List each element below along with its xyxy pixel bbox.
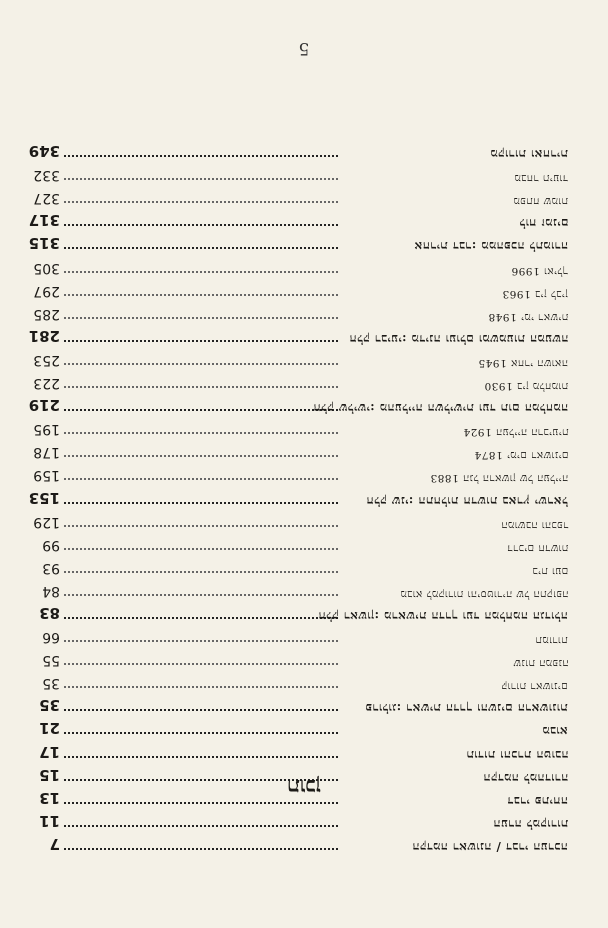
toc-leader-dots [64, 155, 338, 157]
toc-entry [30, 625, 568, 648]
toc-leader-dots [64, 317, 338, 319]
toc-entry-title: מבוא למקורות והיסטוריה של התקופה [399, 587, 568, 600]
toc-leader-dots [64, 340, 338, 342]
toc-page-number: 223 [33, 375, 60, 392]
toc-leader-dots [64, 455, 338, 457]
toc-entry-title: דרכים חדשות [506, 541, 568, 554]
toc-leader-dots [64, 271, 338, 273]
toc-entry-title: מבוא [542, 724, 568, 739]
toc-entry [30, 602, 568, 625]
toc-leader-dots [64, 756, 338, 758]
toc-entry-title: הקדמה למהדורה [482, 770, 568, 785]
toc-page-number: 153 [28, 488, 60, 507]
toc-page-number: 349 [28, 142, 60, 161]
toc-entry [30, 255, 568, 278]
toc-entry-title: לוח זמנים [518, 216, 568, 231]
toc-entry-title: דברי פתיחה [507, 793, 568, 808]
toc-entry [30, 648, 568, 671]
toc-leader-dots [64, 709, 338, 711]
toc-page-number: 93 [42, 559, 60, 576]
toc-entry-title: פרולוג: ראשית הדרך והשנים הראשונות [365, 701, 568, 716]
toc-entry-title: חלק שני: התחלות חדשות בארץ ישראל [366, 493, 568, 508]
toc-leader-dots [64, 432, 338, 434]
toc-leader-dots [64, 201, 338, 203]
toc-leader-dots [64, 640, 338, 642]
toc-leader-dots [64, 594, 338, 596]
toc-leader-dots [64, 178, 338, 180]
toc-entry-title: תמורות [535, 634, 568, 647]
toc-entry [30, 671, 568, 694]
toc-page-number: 7 [49, 834, 60, 853]
toc-leader-dots [64, 548, 338, 550]
toc-entry-title: שנות המפנה [512, 657, 568, 670]
toc-page-number: 219 [28, 396, 60, 415]
toc-leader-dots [64, 502, 338, 504]
toc-page-number: 285 [33, 305, 60, 322]
toc-entry [30, 348, 568, 371]
toc-leader-dots [64, 294, 338, 296]
toc-page-number: 253 [33, 351, 60, 368]
toc-page-number: 332 [33, 167, 60, 184]
toc-entry-title: מפתח שמות [513, 195, 568, 208]
toc-entry [30, 579, 568, 602]
toc-leader-dots [64, 525, 338, 527]
toc-leader-dots [64, 224, 338, 226]
toc-entry [30, 694, 568, 717]
toc-page-number: 21 [39, 719, 60, 738]
toc-leader-dots [64, 825, 338, 827]
toc-page-number: 83 [39, 603, 60, 622]
toc-entry-title: הקדמה ראשונה / דברי הערכה [412, 839, 568, 854]
toc-page-number: 317 [28, 211, 60, 230]
toc-entry-title: קורות ראשונים [501, 680, 568, 693]
toc-entry [30, 394, 568, 417]
toc-page-number: 35 [42, 675, 60, 692]
toc-page-number: 15 [39, 765, 60, 784]
toc-page-number: 195 [33, 421, 60, 438]
toc-page-number: 129 [33, 513, 60, 530]
toc-entry [30, 740, 568, 763]
toc-leader-dots [64, 409, 338, 411]
toc-entry [30, 440, 568, 463]
toc-entry [30, 279, 568, 302]
toc-entry-title: 1874 ימים ראשונים [473, 449, 568, 462]
toc-entry-title: 1883 הגל הראשון של העלייה [429, 472, 568, 485]
toc-page-number: 66 [42, 629, 60, 646]
toc-entry [30, 371, 568, 394]
toc-page-number: 178 [33, 444, 60, 461]
toc-leader-dots [64, 478, 338, 480]
toc-page-number: 281 [28, 326, 60, 345]
toc-leader-dots [64, 247, 338, 249]
toc-entry-title: 1930 בין מלחמות [483, 380, 568, 393]
toc-page-number: 327 [33, 190, 60, 207]
toc-page-number: 55 [42, 652, 60, 669]
toc-leader-dots [64, 686, 338, 688]
toc-page-number: 84 [42, 582, 60, 599]
toc-entry [30, 209, 568, 232]
toc-entry [30, 556, 568, 579]
toc-entry-title: בית ועם [531, 564, 568, 577]
toc-page-number: 297 [33, 282, 60, 299]
toc-entry-title: תודות והכרת הטובה [465, 747, 568, 762]
toc-entry-title: 1945 אחרי השואה [478, 356, 568, 369]
toc-entry [30, 186, 568, 209]
toc-leader-dots [64, 802, 338, 804]
toc-leader-dots [64, 363, 338, 365]
toc-entry [30, 163, 568, 186]
toc-page-number: 305 [33, 259, 60, 276]
toc-leader-dots [64, 571, 338, 573]
page-number: 5 [298, 38, 310, 58]
toc-entry [30, 325, 568, 348]
toc-leader-dots [64, 732, 338, 734]
toc-entry-title: מקורות ואחרית [490, 147, 568, 162]
toc-leader-dots [64, 617, 338, 619]
toc-heading: תוכן [287, 775, 321, 800]
toc-leader-dots [64, 848, 338, 850]
toc-page-number: 159 [33, 467, 60, 484]
toc-page-number: 13 [39, 788, 60, 807]
toc-page-number: 35 [39, 696, 60, 715]
toc-entry-title: אחרית דבר: ממהפכה לתמורה [414, 239, 568, 254]
toc-entry [30, 232, 568, 255]
toc-entry [30, 486, 568, 509]
toc-entry [30, 302, 568, 325]
toc-page-number: 99 [42, 536, 60, 553]
toc-entry-title: 1924 העלייה הרביעית [462, 426, 568, 439]
toc-entry-title: חלק רביעי: מדינה ועולם ומשמעות המעשה [348, 331, 568, 346]
toc-entry [30, 417, 568, 440]
toc-entry-title: מבחר תיעוד [514, 172, 568, 185]
toc-page-number: 315 [28, 234, 60, 253]
toc-entry-title: חלק ראשון: מראשית הדרך ועד המלחמה הגדולה [318, 608, 568, 623]
toc-entry-title: המושבה והכפר [500, 518, 568, 531]
toc-entry-title: 1996 ואילך [511, 264, 568, 277]
toc-entry [30, 810, 568, 833]
toc-leader-dots [64, 663, 338, 665]
toc-leader-dots [64, 386, 338, 388]
toc-entry [30, 833, 568, 856]
toc-entry-title: חלק שלישי: מהעלייה השלישית ועד תום המלחמה [312, 401, 568, 416]
toc-page-number: 17 [39, 742, 60, 761]
toc-entry-title: הערה למקורות [492, 816, 568, 831]
toc-entry [30, 510, 568, 533]
toc-entry [30, 533, 568, 556]
toc-entry [30, 140, 568, 163]
table-of-contents [30, 140, 568, 856]
toc-entry [30, 463, 568, 486]
toc-entry [30, 717, 568, 740]
toc-entry-title: 1948 ימי ראשית [487, 310, 568, 323]
toc-entry-title: 1963 בין לבין [502, 287, 568, 300]
toc-page-number: 11 [39, 811, 60, 830]
